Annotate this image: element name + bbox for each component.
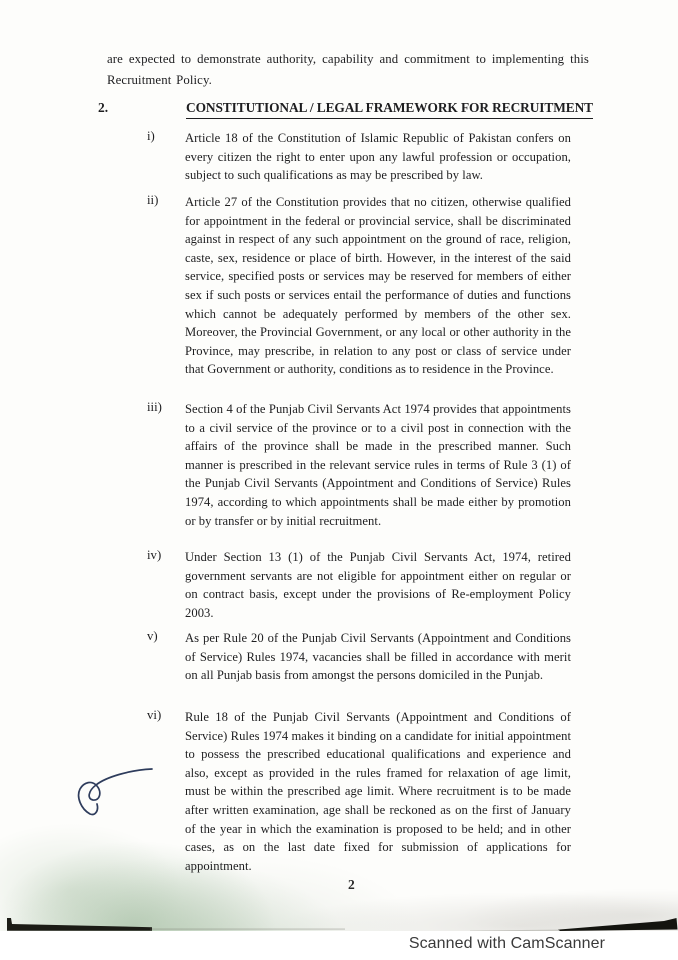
list-item: [0, 708, 678, 875]
item-text: Section 4 of the Punjab Civil Servants Act 1974 provides that appointments to a civil service of the province or to a civil post in connection with the affairs of the province shall be made in the prescribed manner. Such manner is prescribed in the relevant service rules in terms of Rule 3 (1) of the Punjab Civil Servants (Appointment and Conditions of Service) Rules 1974, according to which appointments shall be made either by promotion or by transfer or by initial recruitment.: [185, 402, 571, 528]
item-text: Article 18 of the Constitution of Islamic Republic of Pakistan confers on every citizen the right to enter upon any lawful profession or occupation, subject to such qualifications as may be prescribed by law.: [185, 131, 571, 183]
item-marker: vi): [147, 708, 162, 722]
list-item: [0, 193, 678, 379]
item-marker: iv): [147, 548, 162, 562]
item-marker: iii): [147, 400, 162, 414]
camscanner-credit: Scanned with CamScanner: [408, 935, 605, 952]
item-marker: ii): [147, 193, 159, 207]
intro-paragraph: are expected to demonstrate authority, capability and commitment to implementing this Recruitment Policy.: [107, 52, 589, 87]
item-text: Under Section 13 (1) of the Punjab Civil Servants Act, 1974, retired government servants are not eligible for appointment either on regular or on contract basis, except under the provisions of Re-employment Policy 2003.: [185, 550, 571, 620]
item-marker: v): [147, 629, 158, 643]
item-text: Article 27 of the Constitution provides that no citizen, otherwise qualified for appointment in the federal or provincial service, shall be discriminated against in respect of any such appointment on the ground of race, religion, caste, sex, residence or place of birth. However, in the interest of the said service, specified posts or services may be reserved for members of either sex if such posts or services entail the performance of duties and functions which cannot be adequately performed by members of the other sex. Moreover, the Provincial Government, or any local or other authority in the Province, may prescribe, in relation to any post or class of service under that Government or authority, conditions as to residence in the Province.: [185, 195, 571, 377]
list-item: [0, 129, 678, 185]
list-item: [0, 629, 678, 685]
footer-bar: [0, 931, 678, 960]
item-text: Rule 18 of the Punjab Civil Servants (Appointment and Conditions of Service) Rules 1974 makes it binding on a candidate for initial appointment to possess the prescribed educational qualifications and experience and also, except as provided in the rules framed for relaxation of age limit, must be within the prescribed age limit. Where recruitment is to be made after written examination, age shall be reckoned as on the first of January of the year in which the examination is proposed to be held; and in other cases, as on the last date fixed for submission of applications for appointment.: [185, 710, 571, 873]
list-item: [0, 548, 678, 622]
item-marker: i): [147, 129, 155, 143]
list-item: [0, 400, 678, 530]
item-text: As per Rule 20 of the Punjab Civil Servants (Appointment and Conditions of Service) Rules 1974, vacancies shall be filled in accordance with merit on all Punjab basis from amongst the persons domiciled in the Punjab.: [185, 631, 571, 683]
section-title: CONSTITUTIONAL / LEGAL FRAMEWORK FOR RECRUITMENT: [186, 100, 593, 119]
section-number: 2.: [98, 100, 109, 115]
section-heading: [0, 100, 678, 122]
page-number: 2: [348, 877, 355, 892]
